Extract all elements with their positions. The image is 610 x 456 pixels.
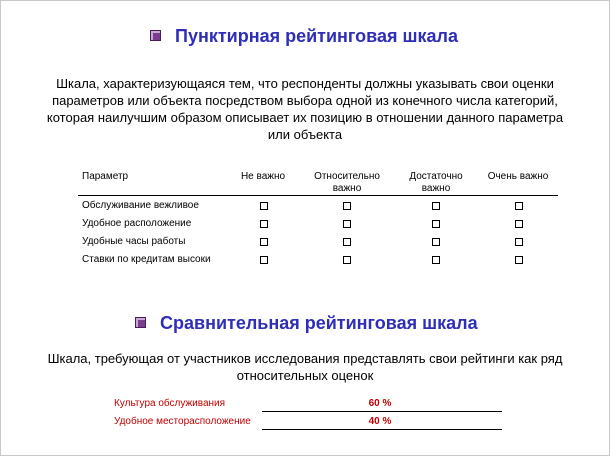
table-row-label: Удобное расположение <box>82 218 192 229</box>
checkbox-icon[interactable] <box>432 220 440 228</box>
checkbox-icon[interactable] <box>432 256 440 264</box>
comparison-line <box>262 429 502 430</box>
checkbox-icon[interactable] <box>515 238 523 246</box>
comparison-value: 60 % <box>368 398 392 409</box>
comparison-line <box>262 411 502 412</box>
checkbox-icon[interactable] <box>515 220 523 228</box>
column-header-1: Не важно <box>240 171 286 182</box>
checkbox-icon[interactable] <box>515 256 523 264</box>
table-row-label: Обслуживание вежливое <box>82 200 199 211</box>
checkbox-icon[interactable] <box>343 220 351 228</box>
checkbox-icon[interactable] <box>432 202 440 210</box>
checkbox-icon[interactable] <box>260 256 268 264</box>
comparison-label: Культура обслуживания <box>114 398 226 409</box>
column-header-4: Очень важно <box>487 171 549 182</box>
section2-description: Шкала, требующая от участников исследования представлять свои рейтинги как ряд относительных оценок <box>47 351 563 383</box>
section2-title <box>135 313 478 334</box>
column-header-2: Относительно важно <box>314 171 380 194</box>
table-row-label: Удобные часы работы <box>82 236 186 247</box>
checkbox-icon[interactable] <box>260 238 268 246</box>
comparison-label: Удобное месторасположение <box>114 416 251 427</box>
section2-title-text: Сравнительная рейтинговая шкала <box>160 313 478 333</box>
comparison-value: 40 % <box>368 416 392 427</box>
column-header-3: Достаточно важно <box>409 171 463 194</box>
checkbox-icon[interactable] <box>343 202 351 210</box>
square-bullet-icon <box>135 317 146 328</box>
checkbox-icon[interactable] <box>260 220 268 228</box>
checkbox-icon[interactable] <box>260 202 268 210</box>
header-divider <box>78 195 558 196</box>
param-header: Параметр <box>82 171 129 182</box>
section1-description: Шкала, характеризующаяся тем, что респонденты должны указывать свои оценки параметров или объекта посредством выбора одной из конечного числа категорий, которая наилучшим образом описывает их позицию в отношении данного параметра или объекта <box>46 76 564 142</box>
checkbox-icon[interactable] <box>432 238 440 246</box>
checkbox-icon[interactable] <box>515 202 523 210</box>
checkbox-icon[interactable] <box>343 238 351 246</box>
checkbox-icon[interactable] <box>343 256 351 264</box>
table-row-label: Ставки по кредитам высоки <box>82 254 211 265</box>
section1-title-text: Пунктирная рейтинговая шкала <box>175 26 458 46</box>
